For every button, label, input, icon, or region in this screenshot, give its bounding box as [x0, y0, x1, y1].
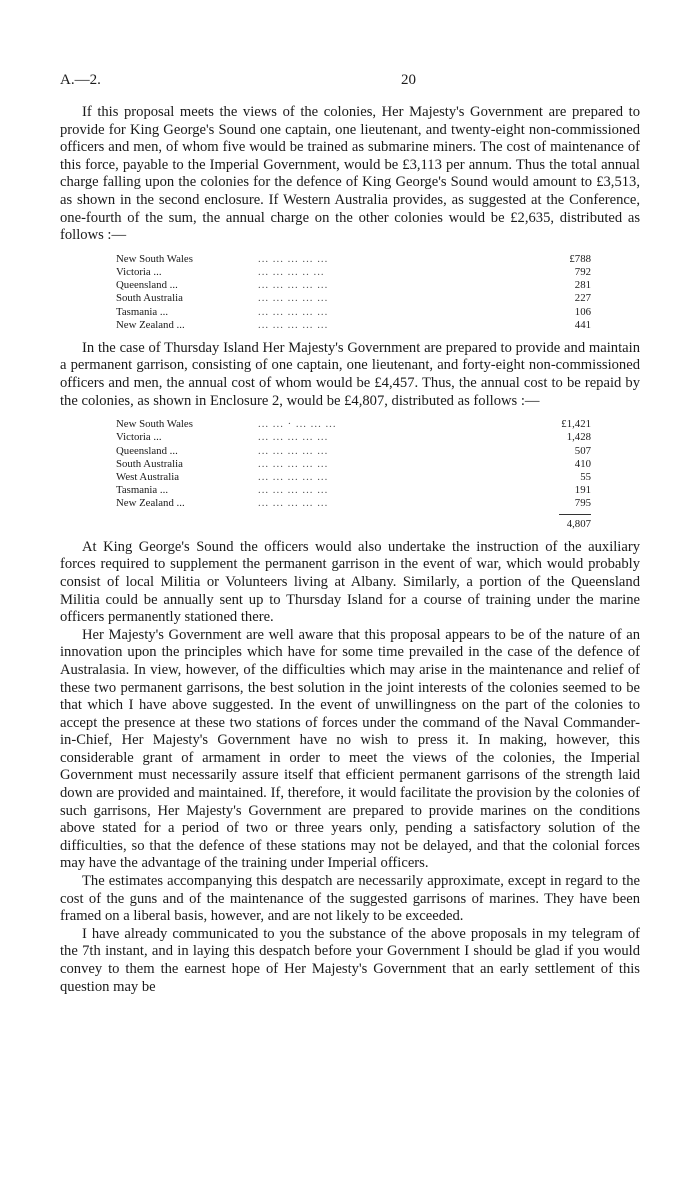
- table-row: [116, 292, 591, 305]
- paragraph-innovation: Her Majesty's Government are well aware that this proposal appears to be of the nature of an innovation upon the principles which have for some time prevailed in the case of the defence of Australasia. In view, however, of the difficulties which may arise in the maintenance and relief of these two permanent garrisons, the best solution in the joint interests of the colonies seemed to be that which I have above suggested. In the event of unwillingness on the part of the colonies to accept the presence at these two stations of forces under the command of the Naval Commander-in-Chief, Her Majesty's Government have no wish to press it. In making, however, this considerable grant of armament in order to meet the views of the colonies, the Imperial Government must necessarily assure itself that efficient permanent garrisons of the strength laid down are provided and maintained. If, therefore, it would facilitate the provision by the colonies of such garrisons, Her Majesty's Government are prepared to provide marines on the conditions above stated for a period of two or three years only, pending a satisfactory solution of the difficulties, so that the defence of these stations may not be delayed, and that the colonial forces may have the advantage of the training under Imperial officers.: [60, 626, 640, 872]
- leader-dots: ... ... ... ... ...: [258, 292, 329, 305]
- colony-name: New South Wales: [116, 252, 193, 265]
- table-row: [116, 497, 591, 510]
- paragraph-telegram: I have already communicated to you the substance of the above proposals in my telegram of the 7th instant, and in laying this despatch before your Government I should be glad if you would convey to them the earnest hope of Her Majesty's Government that an early settlement of this question may be: [60, 925, 640, 995]
- leader-dots: ... ... ... ... ...: [258, 457, 329, 470]
- table-row: [116, 445, 591, 458]
- leader-dots: ... ... ... ... ...: [258, 252, 329, 265]
- amount: 55: [580, 471, 591, 483]
- distribution-table-thursday-island: [116, 418, 591, 531]
- amount: 227: [574, 292, 591, 305]
- colony-name: New Zealand ...: [116, 318, 185, 331]
- amount: 792: [574, 265, 591, 278]
- amount: 410: [574, 457, 591, 470]
- page-number: 20: [401, 72, 416, 88]
- leader-dots: ... ... · ... ... ...: [258, 418, 337, 431]
- table-total: 4,807: [566, 517, 591, 530]
- document-reference: A.—2.: [60, 72, 101, 88]
- amount: 1,428: [566, 431, 591, 444]
- table-row: [116, 471, 591, 484]
- document-body: [60, 104, 640, 996]
- colony-name: Queensland ...: [116, 444, 178, 457]
- amount: 106: [574, 305, 591, 318]
- amount: 507: [574, 444, 591, 457]
- leader-dots: ... ... ... ... ...: [258, 305, 329, 318]
- table-row: [116, 484, 591, 497]
- table-row: [116, 253, 591, 266]
- amount: £788: [569, 252, 591, 265]
- table-row: [116, 458, 591, 471]
- paragraph-thursday-island: In the case of Thursday Island Her Majesty's Government are prepared to provide and maintain a permanent garrison, consisting of one captain, one lieutenant, and forty-eight non-commissioned officers and men, the annual cost of whom would be £4,457. Thus, the annual cost to be repaid by the colonies, as shown in Enclosure 2, would be £4,807, distributed as follows :—: [60, 339, 640, 409]
- colony-name: New Zealand ...: [116, 497, 185, 510]
- leader-dots: ... ... ... ... ...: [258, 444, 329, 457]
- colony-name: Queensland ...: [116, 279, 178, 292]
- colony-name: Tasmania ...: [116, 305, 169, 318]
- paragraph-auxiliary-forces: At King George's Sound the officers would also undertake the instruction of the auxiliary forces required to supplement the permanent garrison in the event of war, which would probably consist of local Militia or Volunteers living at Albany. Similarly, a portion of the Queensland Militia could be annually sent up to Thursday Island for a course of training under the marine officers permanently stationed there.: [60, 538, 640, 626]
- amount: £1,421: [561, 418, 591, 431]
- colony-name: New South Wales: [116, 418, 193, 431]
- table-row: [116, 279, 591, 292]
- table-row: [116, 431, 591, 444]
- table-row: [116, 266, 591, 279]
- leader-dots: ... ... ... ... ...: [258, 431, 329, 444]
- table-row: [116, 306, 591, 319]
- colony-name: Tasmania ...: [116, 484, 169, 497]
- colony-name: Victoria ...: [116, 265, 162, 278]
- amount: 281: [574, 279, 591, 292]
- leader-dots: ... ... ... ... ...: [258, 484, 329, 497]
- table-row: [116, 418, 591, 431]
- paragraph-estimates: The estimates accompanying this despatch are necessarily approximate, except in regard to the cost of the guns and of the maintenance of the suggested garrisons of marines. They have been framed on a liberal basis, however, and are not likely to be exceeded.: [60, 873, 640, 925]
- leader-dots: ... ... ... ... ...: [258, 318, 329, 331]
- amount: 795: [574, 497, 591, 510]
- leader-dots: ... ... ... .. ...: [258, 265, 325, 278]
- amount: 191: [574, 484, 591, 497]
- distribution-table-king-georges-sound: [116, 253, 591, 332]
- page-header: [60, 72, 640, 92]
- colony-name: West Australia: [116, 471, 179, 483]
- leader-dots: ... ... ... ... ...: [258, 471, 329, 483]
- total-rule: [559, 514, 591, 515]
- colony-name: South Australia: [116, 292, 183, 305]
- colony-name: South Australia: [116, 457, 183, 470]
- table-row: [116, 319, 591, 332]
- leader-dots: ... ... ... ... ...: [258, 279, 329, 292]
- paragraph-king-georges-sound: If this proposal meets the views of the colonies, Her Majesty's Government are prepared to provide for King George's Sound one captain, one lieutenant, and twenty-eight non-commissioned officers and men, of whom five would be trained as submarine miners. The cost of maintenance of this force, payable to the Imperial Government, would be £3,113 per annum. Thus the total annual charge falling upon the colonies for the defence of King George's Sound would amount to £3,513, as shown in the second enclosure. If Western Australia provides, as suggested at the Conference, one-fourth of the sum, the annual charge on the other colonies would be £2,635, distributed as follows :—: [60, 104, 640, 244]
- amount: 441: [574, 318, 591, 331]
- colony-name: Victoria ...: [116, 431, 162, 444]
- leader-dots: ... ... ... ... ...: [258, 497, 329, 510]
